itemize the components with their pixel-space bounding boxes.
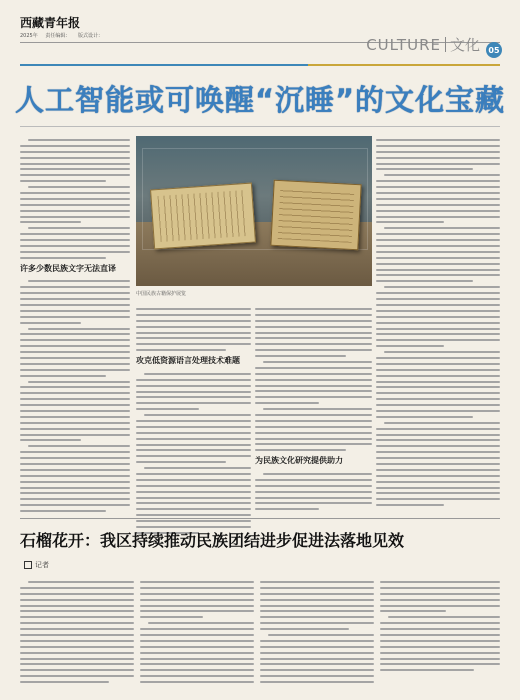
photo-manuscript-page [150,183,256,250]
body-text-block [260,578,374,683]
section-label-zh: 文化 [449,36,480,54]
body-text-block [380,578,500,671]
body-text-block [20,578,134,683]
masthead-date: 2025年 [20,33,38,39]
article-column-3 [255,305,372,514]
article-subhead-1: 许多少数民族文字无法直译 [20,263,116,273]
section-tag [366,34,480,55]
masthead-editor: 责任编辑： [45,33,71,39]
body-text-block [376,136,500,506]
body-text-block [136,370,251,534]
body-text-block [20,136,130,259]
section-separator [445,37,446,52]
section-label-en: CULTURE [366,35,441,54]
article-subhead-2: 攻克低资源语言处理技术难题 [136,356,240,366]
photo-caption: 中国民族古籍保护展览 [136,291,187,297]
body-text-block [20,277,130,512]
byline-marker-icon [24,561,32,569]
headline-rule [20,126,500,127]
photo-manuscript-scroll [270,180,361,251]
body-text-block [255,470,372,510]
body-text-block [255,305,372,451]
byline [24,560,49,570]
masthead-designer: 版式设计： [77,33,103,39]
second-article-column-2 [140,578,254,690]
article-column-2 [136,305,251,538]
byline-text: 记者 [35,561,49,569]
second-article-column-4 [380,578,500,690]
article-divider [20,518,500,519]
article-column-4 [376,136,500,510]
section-color-bar [20,64,500,66]
body-text-block [136,305,251,351]
second-headline: 石榴花开：我区持续推动民族团结进步促进法落地见效 [20,531,405,550]
masthead-meta [20,32,109,39]
body-text-block [140,578,254,683]
article-subhead-3: 为民族文化研究提供助力 [255,456,343,466]
page-number-badge: 05 [486,42,502,58]
second-article-column-3 [260,578,374,690]
manuscript-exhibit-photo [136,136,372,286]
main-headline: 人工智能或可唤醒“沉睡”的文化宝藏 [14,83,506,117]
newspaper-logo: 西藏青年报 [20,16,81,30]
article-column-1 [20,136,130,516]
second-article-column-1 [20,578,134,690]
